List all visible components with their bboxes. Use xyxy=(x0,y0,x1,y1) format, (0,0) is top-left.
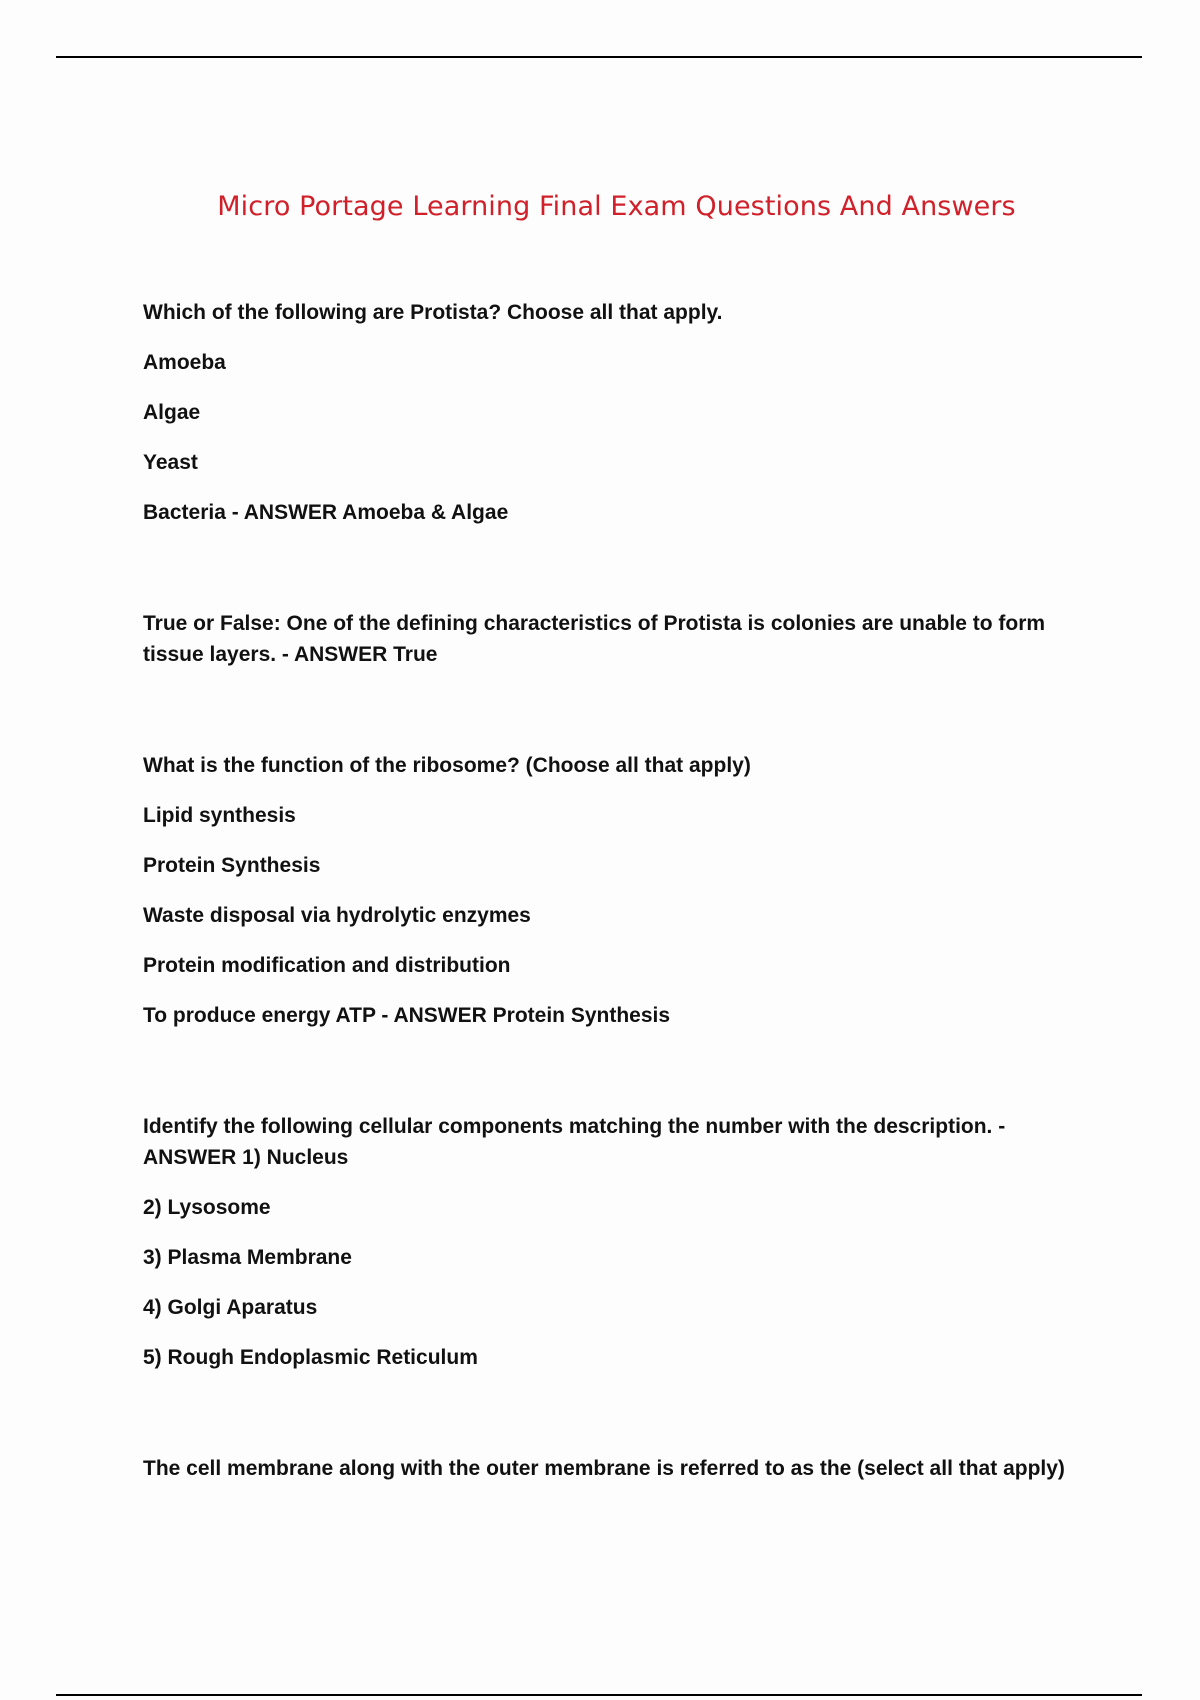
answer-option: Amoeba xyxy=(143,351,226,374)
footer-rule xyxy=(56,1694,1142,1696)
question-text: Which of the following are Protista? Choose all that apply. xyxy=(143,301,723,324)
document-body xyxy=(143,297,1083,1564)
answer-item: 5) Rough Endoplasmic Reticulum xyxy=(143,1346,478,1369)
answer-option: Waste disposal via hydrolytic enzymes xyxy=(143,904,531,927)
answer-item: 2) Lysosome xyxy=(143,1196,271,1219)
answer-option: Protein modification and distribution xyxy=(143,954,511,977)
header-rule xyxy=(56,56,1142,58)
answer-item: 4) Golgi Aparatus xyxy=(143,1296,318,1319)
answer-option: Protein Synthesis xyxy=(143,854,321,877)
question-text-with-answer: True or False: One of the defining characteristics of Protista is colonies are unable to form tissue layers. - ANSWER True xyxy=(143,612,1046,666)
answer-option-with-answer: Bacteria - ANSWER Amoeba & Algae xyxy=(143,501,509,524)
question-block-ribosome xyxy=(143,750,1083,1031)
answer-item: 3) Plasma Membrane xyxy=(143,1246,352,1269)
answer-option: Algae xyxy=(143,401,201,424)
document-title: Micro Portage Learning Final Exam Questions And Answers xyxy=(217,191,1016,222)
question-text: What is the function of the ribosome? (Choose all that apply) xyxy=(143,754,751,777)
question-block-true-false xyxy=(143,608,1083,670)
question-block-cell-components xyxy=(143,1111,1083,1373)
question-text: The cell membrane along with the outer membrane is referred to as the (select all that apply) xyxy=(143,1457,1065,1480)
question-block-protista xyxy=(143,297,1083,528)
question-block-cell-membrane xyxy=(143,1453,1083,1484)
answer-option: Lipid synthesis xyxy=(143,804,296,827)
answer-option-with-answer: To produce energy ATP - ANSWER Protein Synthesis xyxy=(143,1004,671,1027)
answer-option: Yeast xyxy=(143,451,198,474)
question-text-with-answer: Identify the following cellular components matching the number with the description. - ANSWER 1) Nucleus xyxy=(143,1115,1006,1169)
